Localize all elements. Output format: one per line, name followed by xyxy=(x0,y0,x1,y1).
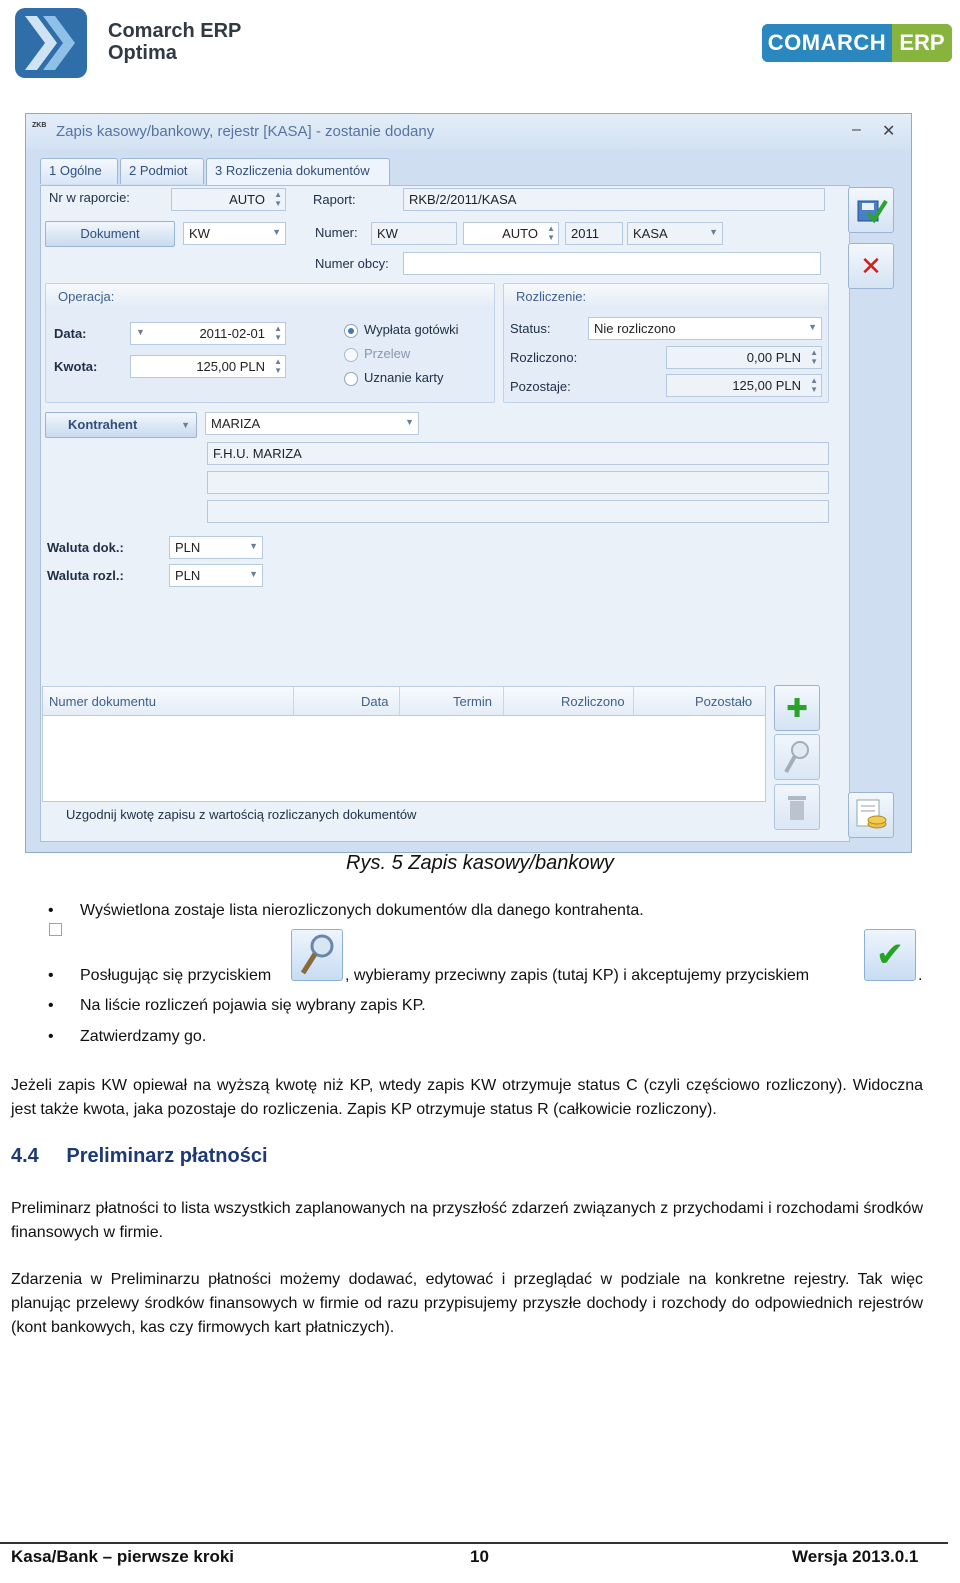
trash-icon[interactable] xyxy=(774,784,820,830)
radio-wyplata-label: Wypłata gotówki xyxy=(364,322,459,337)
uzgodnij-checkbox[interactable] xyxy=(49,923,62,936)
col-termin[interactable]: Termin xyxy=(453,694,493,709)
bullet-2-part-a: Posługując się przyciskiem xyxy=(80,967,272,984)
kwota-value: 125,00 PLN xyxy=(196,359,265,374)
dokument-value: KW xyxy=(189,226,210,241)
spinner-icon[interactable]: ▲ ▼ xyxy=(547,224,555,242)
documents-grid-header xyxy=(42,686,766,716)
bullet-dot: • xyxy=(48,1028,54,1045)
footer-version: Wersja 2013.0.1 xyxy=(792,1547,919,1566)
rozliczono-label: Rozliczono: xyxy=(510,350,578,365)
cash-entry-window xyxy=(25,113,912,853)
numer-year-field: 2011 xyxy=(565,222,623,245)
chevron-down-icon: ▼ xyxy=(709,227,718,237)
kontrahent-button[interactable] xyxy=(45,412,197,438)
kontrahent-address-line2 xyxy=(207,500,829,523)
add-icon[interactable]: ✚ xyxy=(774,685,820,731)
kontrahent-button-label: Kontrahent xyxy=(68,417,138,432)
waluta-dok-select[interactable] xyxy=(169,536,263,559)
bullet-2-part-b: , wybieramy przeciwny zapis (tutaj KP) i akceptujemy przyciskiem xyxy=(345,967,810,984)
dokument-button[interactable]: Dokument xyxy=(45,221,175,247)
kontrahent-address-line1 xyxy=(207,471,829,494)
numer-auto-field[interactable] xyxy=(463,222,559,245)
magnifier-icon xyxy=(291,929,343,981)
bullet-dot: • xyxy=(48,997,54,1014)
chevron-down-icon: ▼ xyxy=(249,541,258,551)
chevron-down-icon[interactable]: ▼ xyxy=(181,420,190,430)
comarch-erp-logo xyxy=(762,24,952,62)
waluta-rozl-select[interactable] xyxy=(169,564,263,587)
minimize-icon[interactable]: – xyxy=(852,121,861,138)
data-value: 2011-02-01 xyxy=(199,326,265,341)
rozliczono-field xyxy=(666,346,822,369)
product-name-line1: Comarch ERP xyxy=(108,20,242,42)
page-number: 10 xyxy=(470,1547,489,1566)
numer-label: Numer: xyxy=(315,225,358,240)
tab-ogolne[interactable]: 1 Ogólne xyxy=(40,158,118,184)
col-rozliczono[interactable]: Rozliczono xyxy=(561,694,625,709)
paragraph-preliminarz: Preliminarz płatności to lista wszystkich zaplanowanych na przyszłość zdarzeń związanych z przychodami i rozchodami środków finansowych w firmie. xyxy=(11,1200,923,1241)
spinner-icon[interactable]: ▲ ▼ xyxy=(274,324,282,342)
operacja-group xyxy=(45,283,495,403)
chevron-down-icon: ▼ xyxy=(808,322,817,332)
magnifier-icon[interactable] xyxy=(774,734,820,780)
rozliczenie-group xyxy=(503,283,829,403)
radio-uznanie-label: Uznanie karty xyxy=(364,370,444,385)
nr-raporcie-value: AUTO xyxy=(229,192,265,207)
status-label: Status: xyxy=(510,321,551,336)
pozostaje-field xyxy=(666,374,822,397)
bullet-1: Wyświetlona zostaje lista nierozliczonych dokumentów dla danego kontrahenta. xyxy=(80,902,644,919)
chevron-down-icon[interactable]: ▼ xyxy=(136,327,145,337)
window-title: Zapis kasowy/bankowy, rejestr [KASA] - zostanie dodany xyxy=(56,123,435,140)
numer-register-value: KASA xyxy=(633,226,668,241)
product-name xyxy=(108,20,241,64)
radio-wyplata[interactable] xyxy=(344,324,358,338)
pozostaje-label: Pozostaje: xyxy=(510,379,571,394)
spinner-icon: ▲ ▼ xyxy=(810,348,818,366)
col-separator xyxy=(503,687,504,715)
col-separator xyxy=(633,687,634,715)
documents-coins-icon[interactable] xyxy=(848,792,894,838)
bullet-3: Na liście rozliczeń pojawia się wybrany zapis KP. xyxy=(80,997,426,1014)
rozliczenie-header: Rozliczenie: xyxy=(504,284,828,310)
documents-grid-body[interactable] xyxy=(42,716,766,802)
waluta-dok-label: Waluta dok.: xyxy=(47,540,124,555)
kontrahent-name-field: F.H.U. MARIZA xyxy=(207,442,829,465)
status-value: Nie rozliczono xyxy=(594,321,676,336)
status-select[interactable] xyxy=(588,317,822,340)
chevron-down-icon: ▼ xyxy=(249,569,258,579)
radio-przelew-label: Przelew xyxy=(364,346,411,361)
tab-rozliczenia[interactable]: 3 Rozliczenia dokumentów xyxy=(206,158,390,186)
figure-caption: Rys. 5 Zapis kasowy/bankowy xyxy=(346,852,614,874)
numer-obcy-label: Numer obcy: xyxy=(315,256,389,271)
numer-obcy-input[interactable] xyxy=(403,252,821,275)
section-title: Preliminarz płatności xyxy=(66,1145,268,1167)
nr-raporcie-label: Nr w raporcie: xyxy=(49,190,130,205)
waluta-dok-value: PLN xyxy=(175,540,201,555)
raport-field: RKB/2/2011/KASA xyxy=(403,188,825,211)
kontrahent-select[interactable] xyxy=(205,412,419,435)
bullet-dot: • xyxy=(48,967,54,984)
chevron-down-icon: ▼ xyxy=(405,417,414,427)
dokument-select[interactable] xyxy=(183,222,286,245)
pozostaje-value: 125,00 PLN xyxy=(732,378,801,393)
uzgodnij-label: Uzgodnij kwotę zapisu z wartością rozliczanych dokumentów xyxy=(66,807,417,822)
footer-divider xyxy=(0,1542,948,1544)
kwota-label: Kwota: xyxy=(54,359,98,374)
save-icon[interactable] xyxy=(848,187,894,233)
bullet-dot: • xyxy=(48,902,54,919)
data-field[interactable] xyxy=(130,322,286,345)
numer-register-select[interactable] xyxy=(627,222,723,245)
window-titlebar xyxy=(26,114,911,150)
waluta-rozl-label: Waluta rozl.: xyxy=(47,568,124,583)
spinner-icon[interactable]: ▲ ▼ xyxy=(274,190,282,208)
comarch-optima-logo-icon xyxy=(15,8,87,78)
spinner-icon: ▲ ▼ xyxy=(810,376,818,394)
col-data[interactable]: Data xyxy=(361,694,389,709)
brand-left: COMARCH xyxy=(762,24,892,62)
chevron-down-icon: ▼ xyxy=(272,227,281,237)
numer-auto-value: AUTO xyxy=(502,226,538,241)
close-icon[interactable]: ✕ xyxy=(882,123,896,140)
paragraph-zdarzenia: Zdarzenia w Preliminarzu płatności możemy dodawać, edytować i przeglądać w podziale na konkretne rejestry. Tak więc planując przelewy środków finansowych w firmie od razu przypisujemy przyszłe dochody i rozchody do odpowiednich rejestrów (kont bankowych, kas czy firmowych kart płatniczych). xyxy=(11,1271,923,1336)
operacja-header: Operacja: xyxy=(46,284,494,310)
cancel-icon[interactable]: ✕ xyxy=(848,243,894,289)
window-icon: ZKB xyxy=(32,122,47,129)
rozliczono-value: 0,00 PLN xyxy=(746,350,801,365)
raport-label: Raport: xyxy=(313,192,356,207)
nr-raporcie-field[interactable] xyxy=(171,188,286,211)
section-heading xyxy=(11,1145,268,1168)
bullet-4: Zatwierdzamy go. xyxy=(80,1028,207,1045)
product-name-line2: Optima xyxy=(108,42,177,64)
brand-right: ERP xyxy=(892,24,952,62)
col-separator xyxy=(293,687,294,715)
col-separator xyxy=(399,687,400,715)
bullet-2-part-c: . xyxy=(918,967,923,984)
spinner-icon[interactable]: ▲ ▼ xyxy=(274,357,282,375)
radio-przelew[interactable] xyxy=(344,348,358,362)
col-pozostalo[interactable]: Pozostało xyxy=(695,694,753,709)
paragraph-status: Jeżeli zapis KW opiewał na wyższą kwotę niż KP, wtedy zapis KW otrzymuje status C (czyli częściowo rozliczony). Widoczna jest także kwota, jaka pozostaje do rozliczenia. Zapis KP otrzymuje status R (całkowicie rozliczony). xyxy=(11,1077,923,1118)
footer-title: Kasa/Bank – pierwsze kroki xyxy=(11,1547,235,1566)
waluta-rozl-value: PLN xyxy=(175,568,201,583)
numer-prefix-field: KW xyxy=(371,222,457,245)
col-numer-dokumentu[interactable]: Numer dokumentu xyxy=(49,694,156,709)
section-number: 4.4 xyxy=(11,1145,39,1167)
tab-podmiot[interactable]: 2 Podmiot xyxy=(120,158,204,184)
data-label: Data: xyxy=(54,326,87,341)
radio-uznanie[interactable] xyxy=(344,372,358,386)
kwota-field[interactable] xyxy=(130,355,286,378)
checkmark-icon: ✔ xyxy=(864,929,916,981)
kontrahent-code: MARIZA xyxy=(211,416,261,431)
